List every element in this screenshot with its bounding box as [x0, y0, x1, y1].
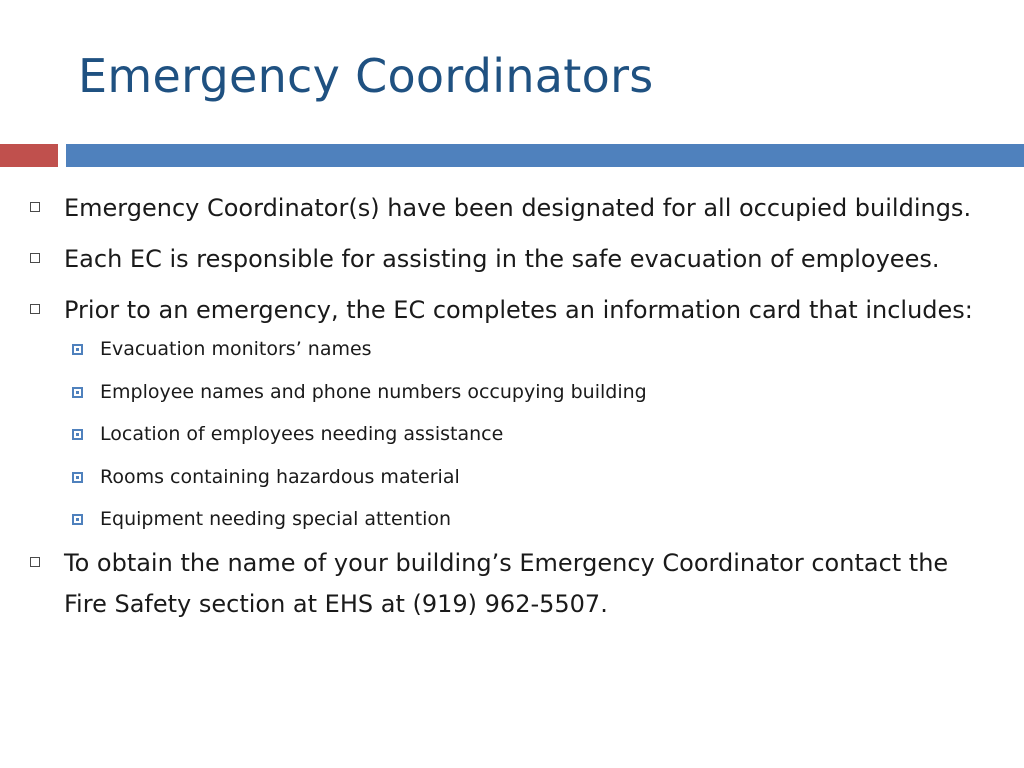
square-bullet-icon [30, 253, 40, 263]
square-bullet-icon [30, 304, 40, 314]
bullet-item [30, 543, 990, 625]
title-rule-red [0, 144, 58, 167]
sub-bullet-list [30, 335, 990, 533]
sub-bullet-text: Equipment needing special attention [100, 508, 452, 530]
bullet-item [30, 239, 990, 280]
bullet-text: Emergency Coordinator(s) have been designated for all occupied buildings. [64, 194, 972, 222]
filled-square-bullet-icon [72, 387, 83, 398]
square-bullet-icon [30, 202, 40, 212]
filled-square-bullet-icon [72, 429, 83, 440]
sub-bullet-text: Location of employees needing assistance [100, 423, 504, 445]
title-rule-blue [66, 144, 1024, 167]
sub-bullet-item [64, 378, 990, 406]
sub-bullet-text: Rooms containing hazardous material [100, 465, 460, 488]
sub-bullet-text: Employee names and phone numbers occupying building [100, 380, 647, 403]
filled-square-bullet-icon [72, 514, 83, 525]
bullet-text: Prior to an emergency, the EC completes an information card that includes: [64, 296, 973, 324]
bullet-text: To obtain the name of your building’s Emergency Coordinator contact the Fire Safety section at EHS at (919) 962-5507. [64, 549, 949, 618]
sub-bullet-item [64, 463, 990, 491]
filled-square-bullet-icon [72, 472, 83, 483]
sub-bullet-group [30, 335, 990, 533]
bullet-item [30, 188, 990, 229]
filled-square-bullet-icon [72, 344, 83, 355]
square-bullet-icon [30, 557, 40, 567]
bullet-item [30, 290, 990, 331]
bullet-list [30, 188, 990, 625]
slide-title: Emergency Coordinators [78, 49, 654, 103]
sub-bullet-item [64, 420, 990, 448]
sub-bullet-item [64, 505, 990, 533]
bullet-text: Each EC is responsible for assisting in the safe evacuation of employees. [64, 245, 940, 273]
sub-bullet-item [64, 335, 990, 363]
sub-bullet-text: Evacuation monitors’ names [100, 338, 372, 360]
